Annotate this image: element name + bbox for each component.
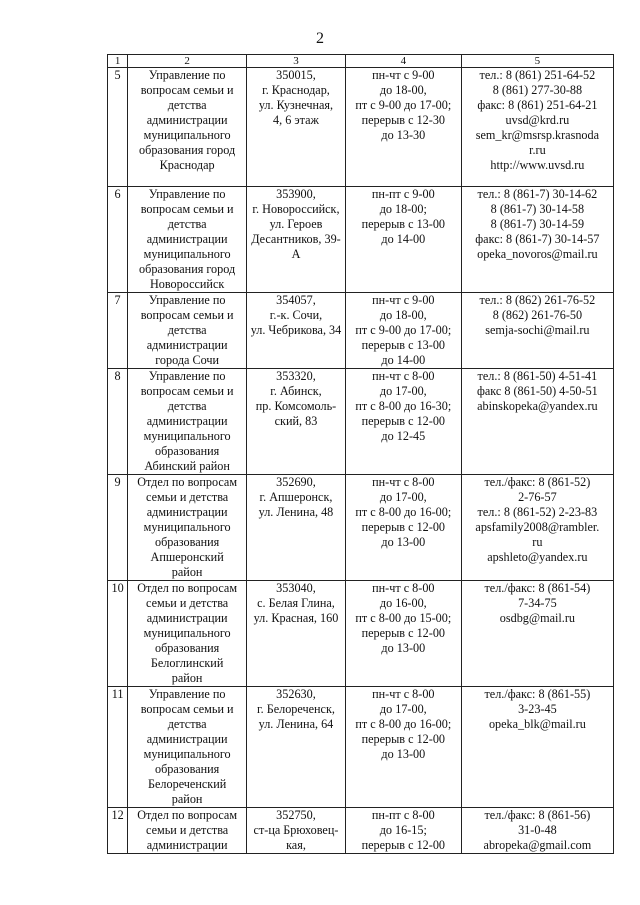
working-hours: пн-чт с 9-00 до 18-00, пт с 9-00 до 17-00; перерыв с 13-00 до 14-00 <box>345 293 461 369</box>
organization-name: Управление по вопросам семьи и детства администрации муниципального образования Абинский район <box>128 369 247 475</box>
address: 353900, г. Новороссийск, ул. Героев Десантников, 39-А <box>247 187 346 293</box>
header-col-4: 4 <box>345 55 461 68</box>
address: 352630, г. Белореченск, ул. Ленина, 64 <box>247 687 346 808</box>
contacts: тел.: 8 (861-7) 30-14-62 8 (861-7) 30-14-58 8 (861-7) 30-14-59 факс: 8 (861-7) 30-14-57 opeka_novoros@mail.ru <box>461 187 613 293</box>
contacts-table <box>107 54 614 854</box>
address: 350015, г. Краснодар, ул. Кузнечная, 4, 6 этаж <box>247 68 346 187</box>
row-number: 9 <box>108 475 128 581</box>
header-col-3: 3 <box>247 55 346 68</box>
row-number: 8 <box>108 369 128 475</box>
contacts: тел.: 8 (862) 261-76-52 8 (862) 261-76-50 semja-sochi@mail.ru <box>461 293 613 369</box>
header-col-5: 5 <box>461 55 613 68</box>
header-col-2: 2 <box>128 55 247 68</box>
row-number: 11 <box>108 687 128 808</box>
contacts: тел.: 8 (861-50) 4-51-41 факс 8 (861-50) 4-50-51 abinskopeka@yandex.ru <box>461 369 613 475</box>
organization-name: Управление по вопросам семьи и детства администрации муниципального образования город Новороссийск <box>128 187 247 293</box>
contacts: тел./факс: 8 (861-55) 3-23-45 opeka_blk@mail.ru <box>461 687 613 808</box>
row-number: 10 <box>108 581 128 687</box>
page-number: 2 <box>316 30 324 47</box>
working-hours: пн-чт с 8-00 до 17-00, пт с 8-00 до 16-00; перерыв с 12-00 до 13-00 <box>345 475 461 581</box>
working-hours: пн-пт с 8-00 до 16-15; перерыв с 12-00 <box>345 808 461 854</box>
working-hours: пн-чт с 8-00 до 16-00, пт с 8-00 до 15-00; перерыв с 12-00 до 13-00 <box>345 581 461 687</box>
table-row <box>108 369 614 475</box>
working-hours: пн-чт с 8-00 до 17-00, пт с 8-00 до 16-30; перерыв с 12-00 до 12-45 <box>345 369 461 475</box>
organization-name: Отдел по вопросам семьи и детства администрации <box>128 808 247 854</box>
organization-name: Управление по вопросам семьи и детства администрации города Сочи <box>128 293 247 369</box>
contacts: тел./факс: 8 (861-52) 2-76-57 тел.: 8 (861-52) 2-23-83 apsfamily2008@rambler. ru apshleto@yandex.ru <box>461 475 613 581</box>
table-row <box>108 687 614 808</box>
table-row <box>108 808 614 854</box>
organization-name: Отдел по вопросам семьи и детства администрации муниципального образования Апшеронский район <box>128 475 247 581</box>
address: 352750, ст-ца Брюховец- кая, <box>247 808 346 854</box>
contacts: тел./факс: 8 (861-56) 31-0-48 abropeka@gmail.com <box>461 808 613 854</box>
contacts: тел.: 8 (861) 251-64-52 8 (861) 277-30-88 факс: 8 (861) 251-64-21 uvsd@krd.ru sem_kr@msrsp.krasnoda r.ru http://www.uvsd.ru <box>461 68 613 187</box>
row-number: 6 <box>108 187 128 293</box>
table-row <box>108 187 614 293</box>
organization-name: Управление по вопросам семьи и детства администрации муниципального образования Белореченский район <box>128 687 247 808</box>
table-row <box>108 68 614 187</box>
working-hours: пн-чт с 9-00 до 18-00, пт с 9-00 до 17-00; перерыв с 12-30 до 13-30 <box>345 68 461 187</box>
table-row <box>108 475 614 581</box>
address: 353040, с. Белая Глина, ул. Красная, 160 <box>247 581 346 687</box>
table-header-row <box>108 55 614 68</box>
working-hours: пн-чт с 8-00 до 17-00, пт с 8-00 до 16-00; перерыв с 12-00 до 13-00 <box>345 687 461 808</box>
table-row <box>108 293 614 369</box>
contacts: тел./факс: 8 (861-54) 7-34-75 osdbg@mail.ru <box>461 581 613 687</box>
row-number: 7 <box>108 293 128 369</box>
header-col-1: 1 <box>108 55 128 68</box>
table-row <box>108 581 614 687</box>
organization-name: Управление по вопросам семьи и детства администрации муниципального образования город Краснодар <box>128 68 247 187</box>
organization-name: Отдел по вопросам семьи и детства администрации муниципального образования Белоглинский район <box>128 581 247 687</box>
working-hours: пн-пт с 9-00 до 18-00; перерыв с 13-00 до 14-00 <box>345 187 461 293</box>
row-number: 5 <box>108 68 128 187</box>
address: 354057, г.-к. Сочи, ул. Чебрикова, 34 <box>247 293 346 369</box>
row-number: 12 <box>108 808 128 854</box>
address: 353320, г. Абинск, пр. Комсомоль- ский, 83 <box>247 369 346 475</box>
address: 352690, г. Апшеронск, ул. Ленина, 48 <box>247 475 346 581</box>
